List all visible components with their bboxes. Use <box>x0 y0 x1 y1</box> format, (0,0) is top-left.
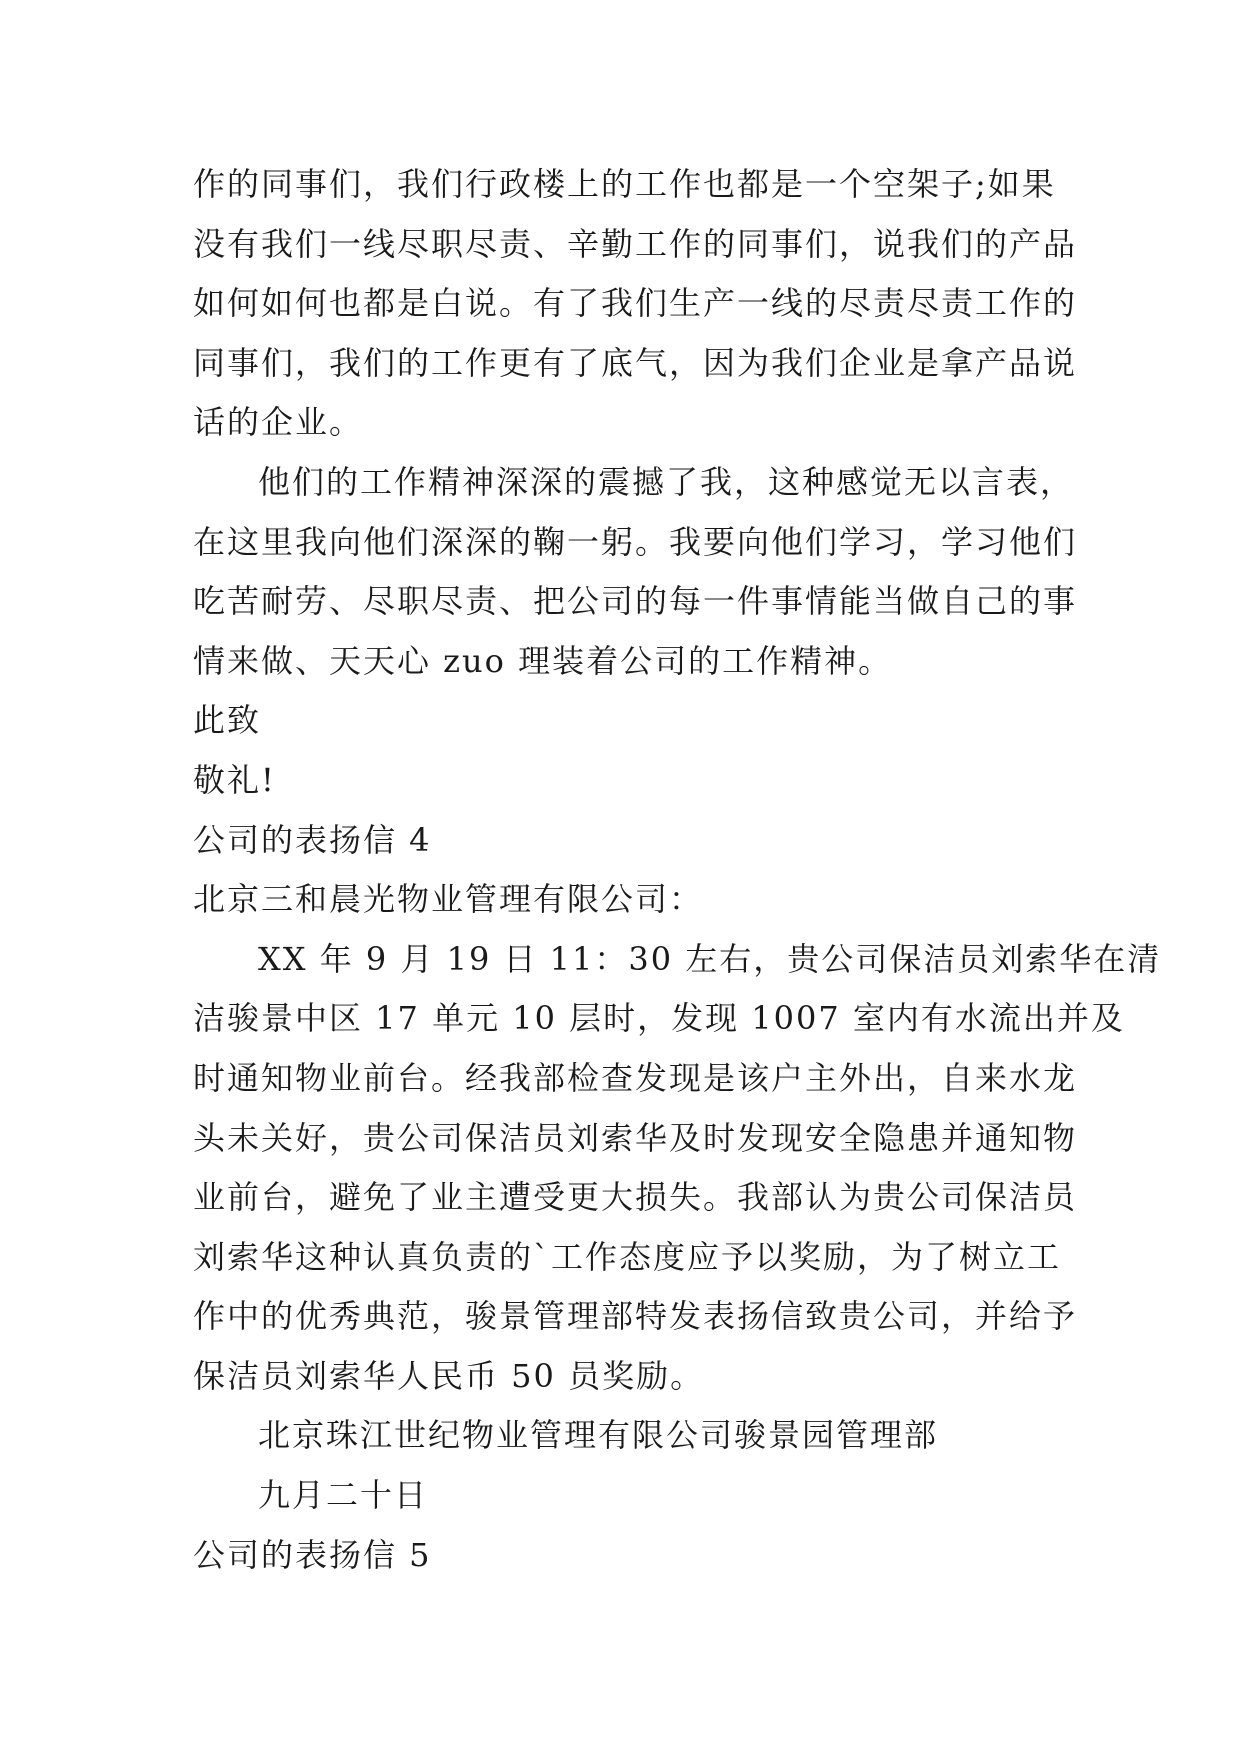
letter-salutation: 北京三和晨光物业管理有限公司： <box>193 880 704 919</box>
closing-line: 此致 <box>193 701 262 740</box>
paragraph-line: 业前台，避免了业主遭受更大损失。我部认为贵公司保洁员 <box>193 1178 1078 1217</box>
letter-title: 公司的表扬信 5 <box>193 1535 432 1574</box>
paragraph-line: 洁骏景中区 17 单元 10 层时，发现 1007 室内有水流出并及 <box>193 999 1125 1038</box>
letter-signature: 北京珠江世纪物业管理有限公司骏景园管理部 <box>258 1416 939 1455</box>
letter-date: 九月二十日 <box>258 1476 429 1515</box>
paragraph-line: 作中的优秀典范，骏景管理部特发表扬信致贵公司，并给予 <box>193 1297 1078 1336</box>
paragraph-line: 话的企业。 <box>193 403 364 442</box>
paragraph-line: 保洁员刘索华人民币 50 员奖励。 <box>193 1356 705 1395</box>
paragraph-line: 他们的工作精神深深的震撼了我，这种感觉无以言表， <box>258 462 1075 501</box>
closing-line: 敬礼! <box>193 760 276 799</box>
paragraph-line: 作的同事们，我们行政楼上的工作也都是一个空架子;如果 <box>193 165 1056 203</box>
letter-title: 公司的表扬信 4 <box>193 820 432 859</box>
paragraph-line: 没有我们一线尽职尽责、辛勤工作的同事们，说我们的产品 <box>193 224 1078 263</box>
paragraph-line: 吃苦耐劳、尽职尽责、把公司的每一件事情能当做自己的事 <box>193 582 1078 621</box>
paragraph-line: XX 年 9 月 19 日 11：30 左右，贵公司保洁员刘索华在清 <box>258 939 1162 978</box>
paragraph-line: 在这里我向他们深深的鞠一躬。我要向他们学习，学习他们 <box>193 522 1078 561</box>
paragraph-line: 头未关好，贵公司保洁员刘索华及时发现安全隐患并通知物 <box>193 1118 1078 1157</box>
document-body <box>193 155 1162 1585</box>
paragraph-line: 刘索华这种认真负责的`工作态度应予以奖励，为了树立工 <box>193 1237 1062 1276</box>
paragraph-line: 情来做、天天心 zuo 理装着公司的工作精神。 <box>193 641 893 680</box>
paragraph-line: 同事们，我们的工作更有了底气，因为我们企业是拿产品说 <box>193 343 1078 382</box>
paragraph-line: 时通知物业前台。经我部检查发现是该户主外出，自来水龙 <box>193 1058 1078 1097</box>
paragraph-line: 如何如何也都是白说。有了我们生产一线的尽责尽责工作的 <box>193 284 1078 323</box>
